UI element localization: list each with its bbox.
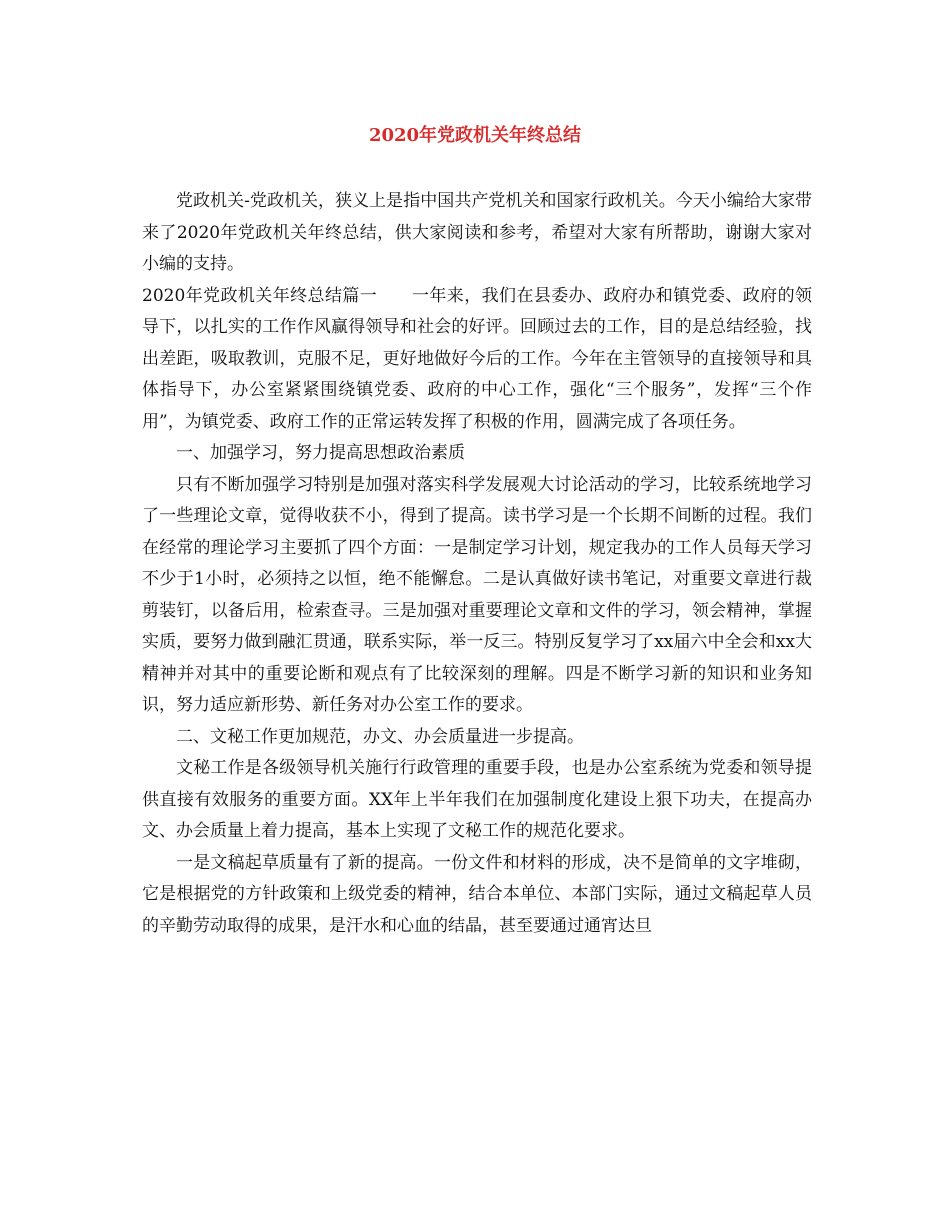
heading-secretarial: 二、文秘工作更加规范，办文、办会质量进一步提高。 bbox=[176, 726, 584, 747]
paragraph-drafting: 一是文稿起草质量有了新的提高。一份文件和材料的形成，决不是简单的文字堆砌，它是根据党的方针政策和上级党委的精神，结合本单位、本部门实际，通过文稿起草人员的辛勤劳动取得的成果，是汗水和心血的结晶，甚至要通过通宵达旦 bbox=[142, 852, 812, 936]
paragraph-intro: 党政机关-党政机关，狭义上是指中国共产党机关和国家行政机关。今天小编给大家带来了2020年党政机关年终总结，供大家阅读和参考，希望对大家有所帮助，谢谢大家对小编的支持。 bbox=[142, 191, 812, 274]
heading-study: 一、加强学习，努力提高思想政治素质 bbox=[176, 443, 465, 463]
paragraph-secretarial: 文秘工作是各级领导机关施行行政管理的重要手段，也是办公室系统为党委和领导提供直接有效服务的重要方面。XX年上半年我们在加强制度化建设上狠下功夫，在提高办文、办会质量上着力提高，基本上实现了文秘工作的规范化要求。 bbox=[142, 758, 812, 841]
paragraph-study: 只有不断加强学习特别是加强对落实科学发展观大讨论活动的学习，比较系统地学习了一些理论文章，觉得收获不小，得到了提高。读书学习是一个长期不间断的过程。我们在经常的理论学习主要抓了四个方面：一是制定学习计划，规定我办的工作人员每天学习不少于1小时，必须持之以恒，绝不能懈怠。二是认真做好读书笔记，对重要文章进行裁剪装钉，以备后用，检索查寻。三是加强对重要理论文章和文件的学习，领会精神，掌握实质，要努力做到融汇贯通，联系实际，举一反三。特别反复学习了xx届六中全会和xx大精神并对其中的重要论断和观点有了比较深刻的理解。四是不断学习新的知识和业务知识，努力适应新形势、新任务对办公室工作的要求。 bbox=[142, 474, 812, 715]
document-title: 2020年党政机关年终总结 bbox=[368, 125, 582, 146]
paragraph-section-one-intro: 2020年党政机关年终总结篇一 一年来，我们在县委办、政府办和镇党委、政府的领导下，以扎实的工作作风赢得领导和社会的好评。回顾过去的工作，目的是总结经验，找出差距，吸取教训，克服不足，更好地做好今后的工作。今年在主管领导的直接领导和具体指导下，办公室紧紧围绕镇党委、政府的中心工作，强化“三个服务”，发挥“三个作用”，为镇党委、政府工作的正常运转发挥了积极的作用，圆满完成了各项任务。 bbox=[142, 285, 812, 432]
document-body bbox=[142, 186, 812, 942]
